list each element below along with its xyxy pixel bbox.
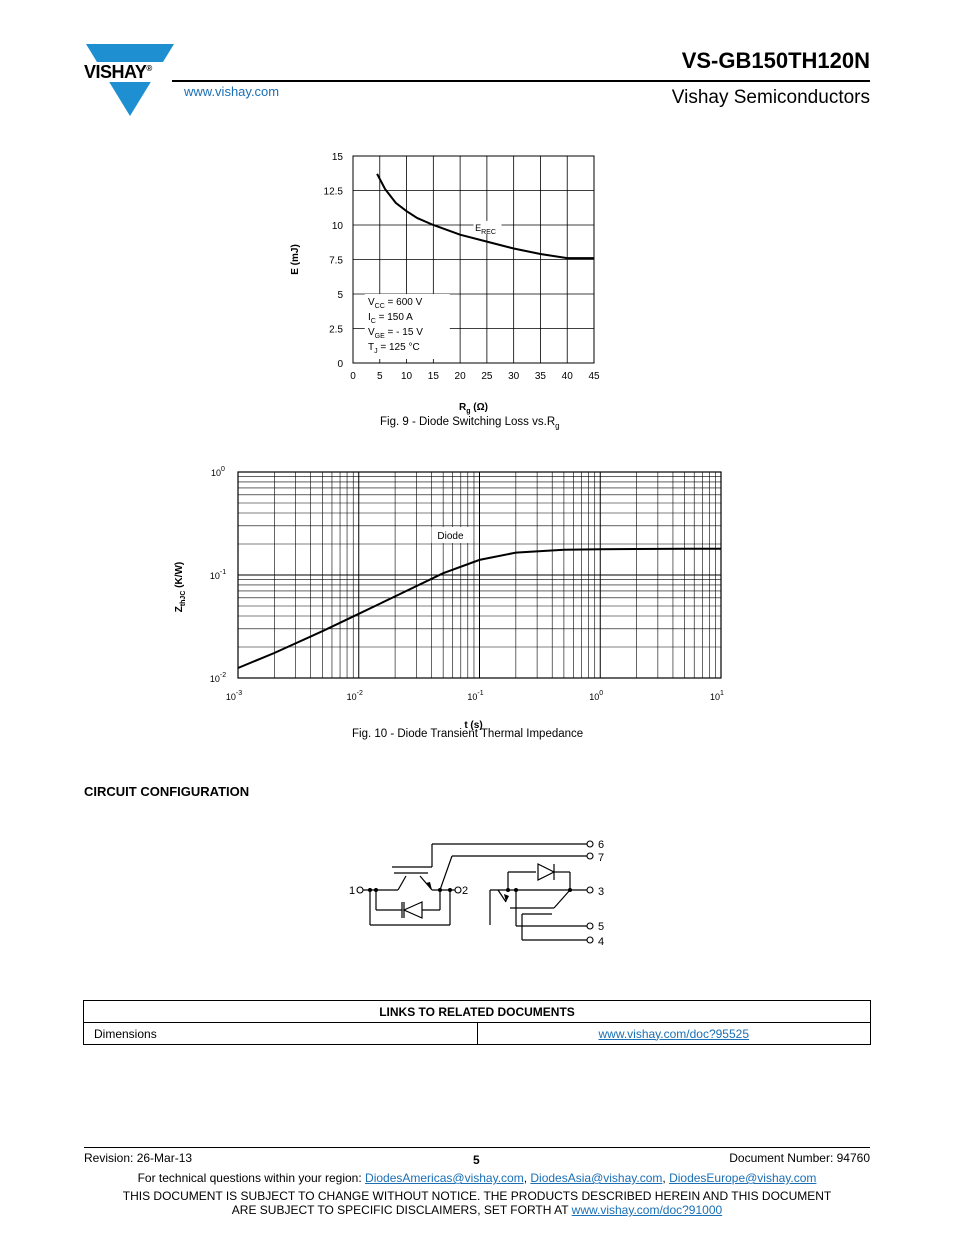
pin-7-label: 7 — [598, 852, 605, 864]
fig9-x-axis-label: $R_g$ (Ω) — [459, 402, 488, 415]
fig9-y-tick-label: 7.5 — [329, 255, 343, 267]
fig9-x-tick-label: 35 — [534, 371, 547, 382]
document-number: Document Number: 94760 — [729, 1151, 870, 1165]
circuit-schematic — [340, 830, 620, 955]
fig10-x-tick-label: $10^{-2}$ — [346, 690, 363, 702]
fig10-x-tick-label: $10^0$ — [589, 690, 604, 702]
logo-registered-mark: ® — [146, 64, 152, 73]
pin-6-label: 6 — [598, 839, 605, 851]
fig9-y-tick-label: 5 — [337, 290, 343, 301]
email-asia-link[interactable]: DiodesAsia@vishay.com — [530, 1171, 663, 1185]
fig9-y-tick-label: 2.5 — [329, 324, 343, 336]
fig9-caption-text: Fig. 9 - Diode Switching Loss vs.R — [380, 416, 556, 428]
company-subtitle: Vishay Semiconductors — [671, 87, 870, 108]
footer-rule — [84, 1147, 870, 1148]
pin-1-label: 1 — [349, 885, 356, 897]
fig10-chart — [160, 455, 760, 731]
revision-text: Revision: 26-Mar-13 — [84, 1151, 193, 1165]
disclaimer-link[interactable]: www.vishay.com/doc?91000 — [571, 1203, 723, 1217]
separator: , — [662, 1171, 670, 1185]
fig10-x-axis-label: t (s) — [464, 720, 483, 731]
fig9-x-tick-label: 10 — [400, 371, 413, 382]
fig9-y-tick-label: 15 — [331, 152, 343, 163]
fig9-x-tick-label: 30 — [508, 371, 520, 382]
dimensions-label: Dimensions — [84, 1023, 478, 1045]
fig10-x-tick-label: $10^{-1}$ — [467, 690, 484, 702]
fig9-curve-label: $E_{REC}$ — [475, 222, 496, 236]
fig9-y-tick-label: 0 — [337, 359, 343, 370]
fig9-y-tick-label: 12.5 — [323, 186, 343, 198]
fig10-y-axis-label: $Z_{thJC}$ (K/W) — [174, 561, 187, 613]
logo-text: VISHAY — [84, 62, 147, 82]
part-number-title: VS-GB150TH120N — [681, 48, 870, 73]
fig10-x-tick-label: $10^{-3}$ — [225, 690, 243, 702]
fig9-caption-sub: g — [555, 421, 560, 431]
separator: , — [523, 1171, 531, 1185]
fig10-caption: Fig. 10 - Diode Transient Thermal Impedance — [352, 728, 584, 740]
fig9-y-tick-label: 10 — [331, 221, 343, 232]
fig9-chart — [280, 140, 630, 440]
fig9-series-erec-line — [377, 174, 594, 258]
header-rule — [172, 80, 870, 82]
fig9-x-tick-label: 25 — [481, 371, 493, 382]
disclaimer-line-2 — [0, 1203, 954, 1217]
tech-contacts-prefix: For technical questions within your region: — [137, 1171, 366, 1185]
fig9-x-tick-label: 5 — [376, 371, 383, 382]
fig9-condition-line: $V_{CC} = 600$ V — [367, 297, 423, 311]
related-documents-table — [83, 1000, 871, 1045]
fig9-x-tick-label: 20 — [454, 371, 466, 382]
pin-5-label: 5 — [598, 921, 605, 933]
header-url-link[interactable]: www.vishay.com — [184, 84, 280, 99]
vishay-logo — [84, 44, 176, 120]
fig10-y-tick-label: $10^0$ — [211, 466, 225, 478]
pin-2-label: 2 — [462, 885, 469, 897]
tech-contacts — [0, 1171, 954, 1185]
disclaimer-line-1: THIS DOCUMENT IS SUBJECT TO CHANGE WITHOUT NOTICE. THE PRODUCTS DESCRIBED HEREIN AND THIS DOCUMENT — [122, 1189, 832, 1203]
fig10-x-tick-label: $10^1$ — [710, 690, 724, 702]
fig10-y-tick-label: $10^{-1}$ — [209, 569, 227, 581]
fig9-condition-line: $I_C = 150$ A — [367, 312, 413, 326]
fig10-y-tick-label: $10^{-2}$ — [209, 672, 227, 684]
fig10-curve-label: Diode — [437, 531, 464, 542]
fig9-caption — [380, 416, 560, 430]
disclaimer-prefix: ARE SUBJECT TO SPECIFIC DISCLAIMERS, SET FORTH AT — [231, 1203, 572, 1217]
fig9-x-tick-label: 45 — [588, 371, 600, 382]
dimensions-link[interactable]: www.vishay.com/doc?95525 — [598, 1026, 750, 1041]
fig9-condition-line: $V_{GE}$ = - 15 V — [367, 327, 423, 341]
fig9-y-axis-label: E (mJ) — [290, 244, 301, 275]
pin-4-label: 4 — [598, 936, 605, 948]
fig9-x-tick-label: 15 — [427, 371, 439, 382]
fig9-x-tick-label: 0 — [350, 371, 356, 382]
pin-3-label: 3 — [598, 886, 605, 898]
circuit-configuration-heading: CIRCUIT CONFIGURATION — [84, 784, 250, 799]
fig9-condition-line: $T_J = 125$ °C — [367, 342, 420, 356]
fig9-x-tick-label: 40 — [561, 371, 573, 382]
related-documents-heading: LINKS TO RELATED DOCUMENTS — [84, 1001, 871, 1023]
email-americas-link[interactable]: DiodesAmericas@vishay.com — [365, 1171, 524, 1185]
dimensions-link-cell — [477, 1023, 871, 1045]
email-europe-link[interactable]: DiodesEurope@vishay.com — [669, 1171, 817, 1185]
page-number: 5 — [473, 1153, 480, 1167]
